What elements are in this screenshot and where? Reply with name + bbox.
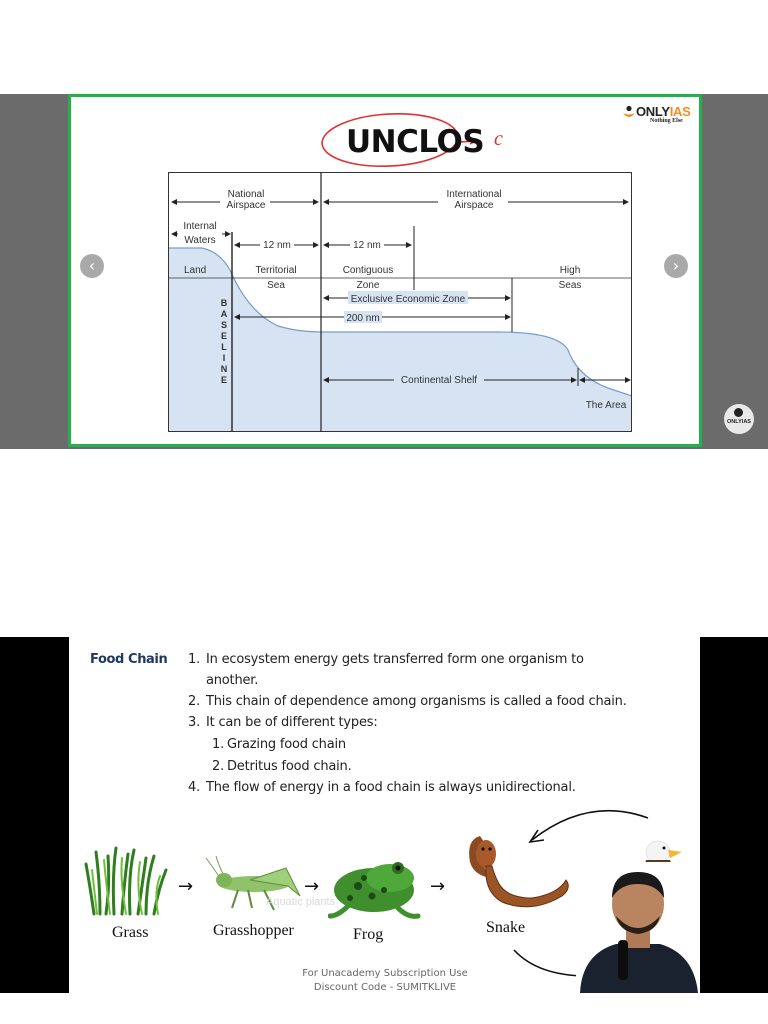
subpoint-2-number: 2. <box>212 759 225 774</box>
badge-text: ONLYIAS <box>727 419 751 425</box>
svg-text:E: E <box>220 375 228 385</box>
svg-text:L: L <box>221 342 227 352</box>
onlyias-logo <box>622 102 696 128</box>
next-slide-button[interactable] <box>664 254 688 278</box>
land-label: Land <box>184 265 207 276</box>
svg-text:N: N <box>220 364 228 374</box>
national-airspace-label-2: Airspace <box>226 200 266 211</box>
territorial-12nm-label: 12 nm <box>263 240 291 251</box>
contiguous-zone-label: Contiguous <box>342 265 394 276</box>
point-1-text-cont: another. <box>206 673 259 688</box>
subpoint-2-text: Detritus food chain. <box>227 759 352 774</box>
organism-grasshopper-label: Grasshopper <box>213 922 294 939</box>
brand-tagline: Nothing Else <box>650 118 683 124</box>
organism-grass-label: Grass <box>112 924 149 941</box>
slide-title: UNCLOS <box>346 124 485 160</box>
national-airspace-label: National <box>227 189 265 200</box>
200nm-label: 200 nm <box>346 313 380 324</box>
presenter-video <box>576 862 700 993</box>
prev-slide-button[interactable] <box>80 254 104 278</box>
point-3-text: It can be of different types: <box>206 715 378 730</box>
chain-arrow-3: → <box>430 876 446 897</box>
point-1-text: In ecosystem energy gets transferred form one organism to <box>206 652 584 667</box>
footer-discount-code: Discount Code - SUMITKLIVE <box>313 982 457 993</box>
maritime-zones-diagram <box>168 172 632 432</box>
chain-arrow-1: → <box>178 876 194 897</box>
food-chain-heading: Food Chain <box>90 652 168 667</box>
point-4-text: The flow of energy in a food chain is always unidirectional. <box>206 780 576 795</box>
territorial-sea-label-2: Sea <box>267 280 285 291</box>
brand-name: ONLYIAS <box>636 104 691 119</box>
point-3-number: 3. <box>188 715 201 730</box>
point-4-number: 4. <box>188 780 201 795</box>
subpoint-1-number: 1. <box>212 737 225 752</box>
point-2-text: This chain of dependence among organisms is called a food chain. <box>206 694 627 709</box>
territorial-sea-label: Territorial <box>255 265 297 276</box>
svg-text:A: A <box>220 309 228 319</box>
footer-subscription-note: For Unacademy Subscription Use <box>302 968 468 979</box>
title-handwritten-note: c <box>494 128 503 150</box>
the-area-label: The Area <box>585 400 627 411</box>
logo-mark-icon <box>622 105 636 119</box>
frog-illustration <box>328 856 422 920</box>
grass-illustration <box>84 846 170 916</box>
chain-arrow-2: → <box>304 876 320 897</box>
point-1-number: 1. <box>188 652 201 667</box>
internal-waters-label: Internal <box>183 221 217 232</box>
international-airspace-label: International <box>446 189 502 200</box>
svg-text:B: B <box>220 298 228 308</box>
channel-badge <box>724 404 754 434</box>
svg-text:E: E <box>220 331 228 341</box>
baseline-label <box>221 298 228 385</box>
internal-waters-label-2: Waters <box>184 235 216 246</box>
subpoint-1-text: Grazing food chain <box>227 737 346 752</box>
chevron-left-icon: ‹ <box>88 256 96 275</box>
point-2-number: 2. <box>188 694 201 709</box>
slide-watermark: Aquatic plants <box>266 896 336 908</box>
contiguous-12nm-label: 12 nm <box>353 240 381 251</box>
international-airspace-label-2: Airspace <box>454 200 494 211</box>
contiguous-zone-label-2: Zone <box>356 280 380 291</box>
organism-frog-label: Frog <box>353 926 384 943</box>
organism-snake-label: Snake <box>486 919 526 936</box>
chevron-right-icon: › <box>672 256 680 275</box>
continental-shelf-label: Continental Shelf <box>400 375 478 386</box>
high-seas-label: High <box>559 265 581 276</box>
eez-label: Exclusive Economic Zone <box>350 294 466 305</box>
svg-text:S: S <box>220 320 228 330</box>
high-seas-label-2: Seas <box>558 280 582 291</box>
badge-mark-icon <box>734 408 743 417</box>
svg-text:I: I <box>222 353 226 363</box>
